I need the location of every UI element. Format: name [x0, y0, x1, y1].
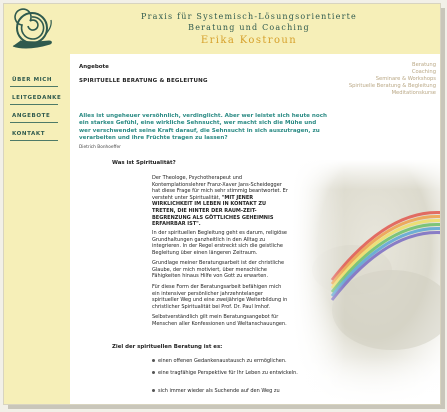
list-item-text: eine tragfähige Perspektive für Ihr Leben zu entwickeln. [158, 370, 298, 376]
snail-logo-icon [10, 8, 54, 52]
paragraph-konfessionen: Selbstverständlich gilt mein Beratungsangebot für Menschen aller Konfessionen und Weltanschauungen. [152, 314, 287, 327]
subnav-link-seminare[interactable]: Seminare & Workshops [375, 76, 436, 82]
page-title: SPIRITUELLE BERATUNG & BEGLEITUNG [79, 78, 208, 84]
header-owner-name: Erika Kostroun [200, 35, 298, 46]
bullet-icon [152, 371, 155, 374]
page-shadow-right [441, 8, 445, 407]
subnav-link-meditationskurse[interactable]: Meditationskurse [391, 90, 436, 96]
sidebar-divider [10, 104, 58, 105]
list-item [152, 370, 312, 377]
quote-author: Dietrich Bonhoeffer [79, 145, 121, 150]
sidebar-nav [4, 54, 70, 405]
rainbow-sky-image [292, 160, 441, 405]
question-heading: Was ist Spiritualität? [112, 160, 176, 166]
paragraph-definition-quote: "MIT JENER WIRKLICHKEIT IM LEBEN IN KONTAKT ZU TRETEN, DIE HINTER DER RAUM-ZEIT-BEGRENZUNG ALS GÖTTLICHES GEHEIMNIS ERFAHRBAR IST". [152, 194, 274, 228]
sidebar-divider [10, 86, 58, 87]
list-item-text: einen offenen Gedankenaustausch zu ermöglichen. [158, 358, 287, 364]
header-tagline-1: Praxis für Systemisch-Lösungsorientierte [141, 12, 357, 21]
sidebar-divider [10, 122, 58, 123]
subnav-link-coaching[interactable]: Coaching [411, 69, 436, 75]
list-item [152, 358, 312, 365]
paragraph-grundlage: Grundlage meiner Beratungsarbeit ist der christliche Glaube, der mich motiviert, über menschliche Fähigkeiten hinaus Hilfe von Gott zu erwarten. [152, 260, 285, 280]
subnav-link-spirituelle-beratung[interactable]: Spirituelle Beratung & Begleitung [348, 83, 436, 89]
section-label: Angebote [79, 64, 109, 70]
sidebar-item-kontakt[interactable]: KONTAKT [12, 131, 46, 137]
bullet-icon [152, 359, 155, 362]
header-tagline-2: Beratung und Coaching [188, 23, 310, 32]
list-item [152, 388, 312, 395]
goal-heading: Ziel der spirituellen Beratung ist es: [112, 344, 223, 350]
list-item-text: sich immer wieder als Suchende auf den Weg zu [158, 388, 280, 394]
paragraph-begleitung: In der spirituellen Begleitung geht es darum, religiöse Grundhaltungen ganzheitlich in den Alltag zu integrieren. In der Regel erstreckt sich die geistliche Begleitung über einen längeren Zeitraum. [152, 230, 288, 256]
main-content [70, 54, 441, 405]
sub-navigation [349, 62, 436, 97]
sidebar-item-leitgedanke[interactable]: LEITGEDANKE [12, 95, 62, 101]
paragraph-definition [152, 175, 288, 228]
page-shadow-bottom [8, 405, 445, 409]
bullet-icon [152, 389, 155, 392]
subnav-link-beratung[interactable]: Beratung [412, 62, 436, 68]
intro-quote: Alles ist ungeheuer versöhnlich, verdinglicht. Aber wer leistet sich heute noch ein starkes Gefühl, eine wirkliche Sehnsucht, wer macht sich die Mühe und wer verschwendet seine Kraft darauf, die Sehnsucht in sich auszutragen, zu verarbeiten und ihre Früchte tragen zu lassen? [79, 113, 327, 142]
site-header [4, 4, 441, 54]
paragraph-weiterbildung: Für diese Form der Beratungsarbeit befähigen mich ein intensiver persönlicher jahrzehntelanger spiritueller Weg und eine zweijährige Weiterbildung in christlicher Spiritualität bei Prof. Dr. Paul Imhof. [152, 284, 288, 310]
sidebar-divider [10, 140, 58, 141]
paragraph-definition-text: Der Theologe, Psychotherapeut und Kontemplationslehrer Franz-Xaver Jans-Scheidegger hat diese Frage für mich sehr stimmig beantwortet. Er versteht unter Spiritualität, [152, 175, 288, 201]
page-frame [3, 3, 441, 405]
sidebar-item-ueber-mich[interactable]: ÜBER MICH [12, 77, 53, 83]
sidebar-item-angebote[interactable]: ANGEBOTE [12, 113, 51, 119]
